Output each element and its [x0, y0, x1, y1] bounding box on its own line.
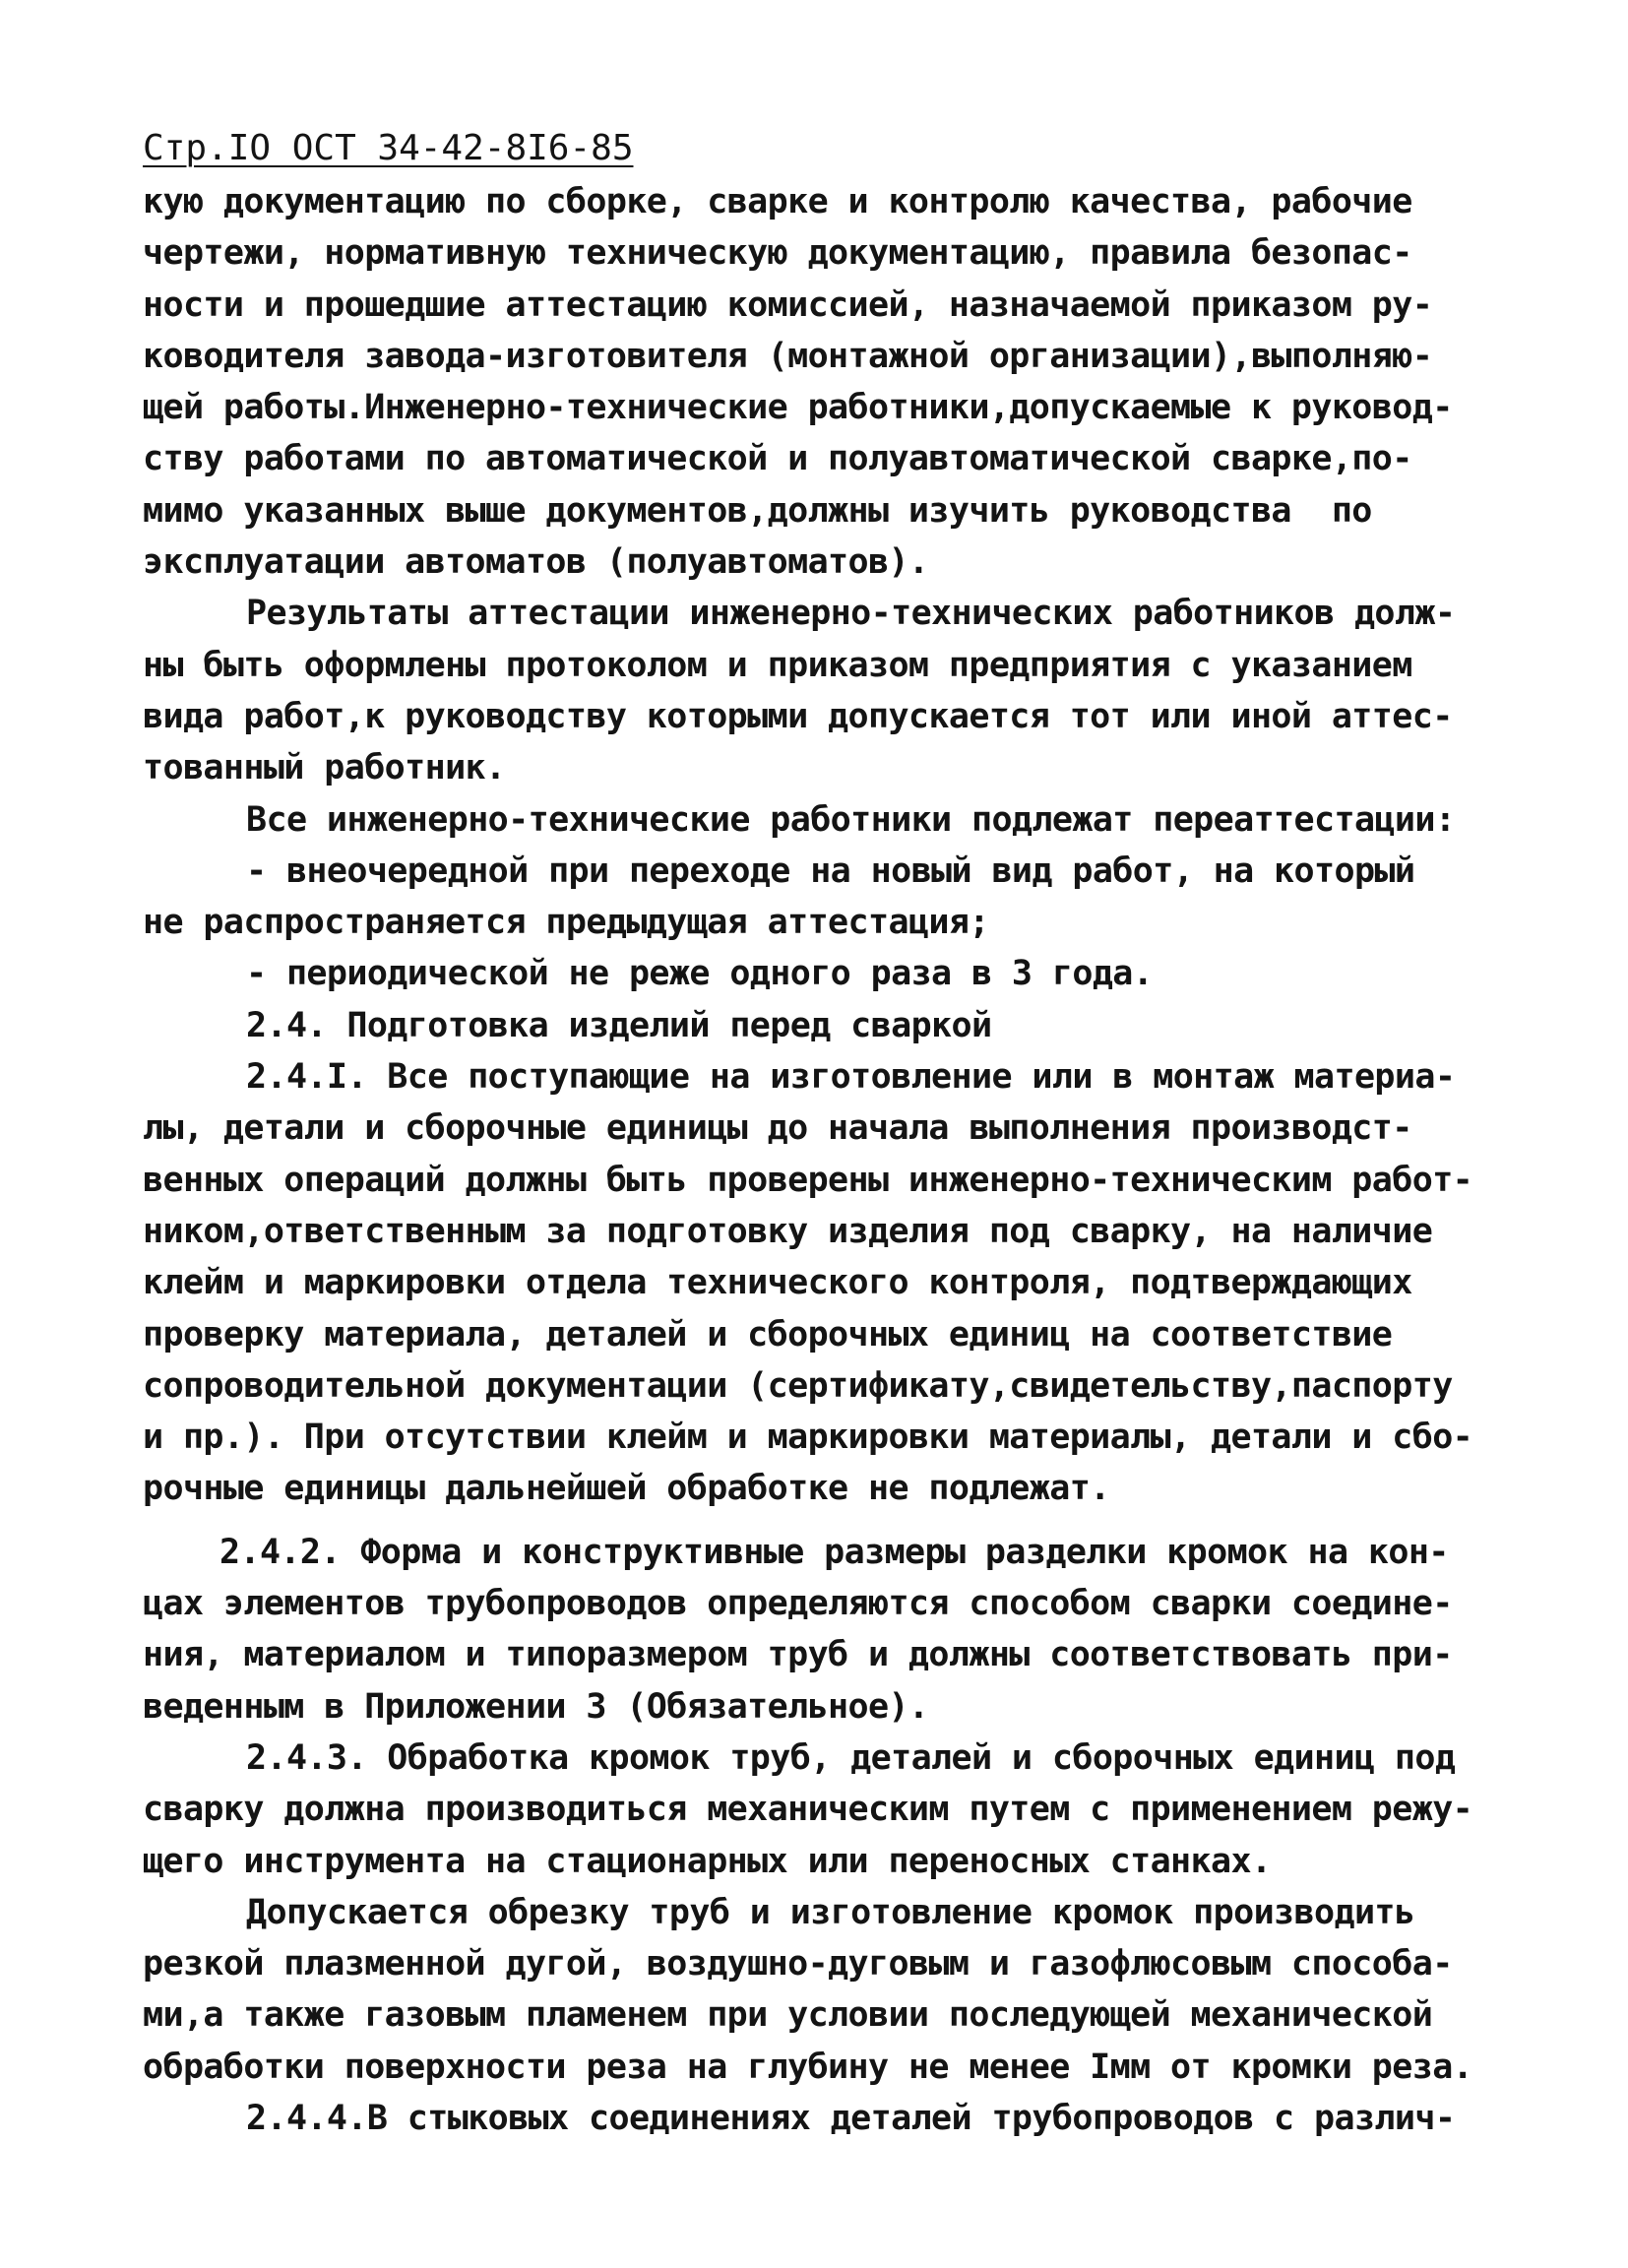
list-item: - периодической не реже одного раза в 3 года.: [246, 954, 1154, 994]
text-line: ководителя завода-изготовителя (монтажной организации),выполняю-: [143, 336, 1433, 376]
text-line: цах элементов трубопроводов определяются способом сварки соедине-: [143, 1584, 1453, 1624]
text-line: щей работы.Инженерно-технические работники,допускаемые к руковод-: [143, 388, 1453, 428]
clause-2-4-1: [143, 1051, 1501, 1515]
paragraph-attestation-results: [143, 588, 1501, 793]
clause-2-4-4: [143, 2093, 1501, 2144]
text-line: 2.4.4.В стыковых соединениях деталей трубопроводов с различ-: [246, 2098, 1456, 2138]
paragraph-personnel-docs: [143, 176, 1501, 588]
text-line: Результаты аттестации инженерно-технических работников долж-: [246, 594, 1456, 634]
text-line: рочные единицы дальнейшей обработке не подлежат.: [143, 1469, 1110, 1509]
text-line: клейм и маркировки отдела технического контроля, подтверждающих: [143, 1263, 1412, 1303]
text-line: ми,а также газовым пламенем при условии последующей механической: [143, 1995, 1433, 2036]
text-line: 2.4.3. Обработка кромок труб, деталей и сборочных единиц под: [246, 1737, 1456, 1778]
text-line: не распространяется предыдущая аттестация;: [143, 903, 989, 943]
clause-2-4-2: [143, 1527, 1501, 1732]
text-line: проверку материала, деталей и сборочных единиц на соответствие: [143, 1314, 1393, 1354]
text-line: сопроводительной документации (сертификату,свидетельству,паспорту: [143, 1365, 1453, 1406]
paragraph-cutting-methods: [143, 1887, 1501, 2093]
text-line: резкой плазменной дугой, воздушно-дуговым и газофлюсовым способа-: [143, 1944, 1453, 1984]
paragraph-reattestation: [143, 794, 1501, 1000]
text-line: Допускается обрезку труб и изготовление кромок производить: [246, 1892, 1415, 1932]
text-line: лы, детали и сборочные единицы до начала выполнения производст-: [143, 1108, 1412, 1149]
text-line: кую документацию по сборке, сварке и контролю качества, рабочие: [143, 182, 1412, 221]
text-line: эксплуатации автоматов (полуавтоматов).: [143, 542, 929, 583]
text-line: вида работ,к руководству которыми допускается тот или иной аттес-: [143, 696, 1453, 736]
text-line: венных операций должны быть проверены инженерно-техническим работ-: [143, 1160, 1473, 1200]
text-line: ником,ответственным за подготовку изделия под сварку, на наличие: [143, 1211, 1433, 1251]
text-line: ния, материалом и типоразмером труб и должны соответствовать при-: [143, 1635, 1453, 1675]
text-line: 2.4.2. Форма и конструктивные размеры разделки кромок на кон-: [219, 1532, 1449, 1572]
text-line: чертежи, нормативную техническую документацию, правила безопас-: [143, 233, 1412, 274]
page-header: Стр.IO ОСТ 34-42-8I6-85: [143, 128, 634, 168]
text-line: щего инструмента на стационарных или переносных станках.: [143, 1841, 1272, 1881]
list-item: - внеочередной при переходе на новый вид работ, на который: [246, 850, 1415, 891]
paragraph-gap: [143, 1515, 1501, 1527]
text-line: мимо указанных выше документов,должны изучить руководства по: [143, 490, 1372, 531]
text-line: ны быть оформлены протоколом и приказом предприятия с указанием: [143, 645, 1412, 685]
text-line: обработки поверхности реза на глубину не менее Iмм от кромки реза.: [143, 2047, 1473, 2087]
text-line: ству работами по автоматической и полуавтоматической сварке,по-: [143, 439, 1412, 479]
text-line: 2.4.I. Все поступающие на изготовление или в монтаж материа-: [246, 1057, 1456, 1098]
text-line: ности и прошедшие аттестацию комиссией, назначаемой приказом ру-: [143, 284, 1433, 325]
text-line: сварку должна производиться механическим путем с применением режу-: [143, 1790, 1473, 1830]
text-line: веденным в Приложении 3 (Обязательное).: [143, 1686, 929, 1727]
text-line: тованный работник.: [143, 748, 506, 788]
clause-2-4-3: [143, 1732, 1501, 1887]
text-line: Все инженерно-технические работники подлежат переаттестации:: [246, 799, 1456, 840]
text-line: и пр.). При отсутствии клейм и маркировки материалы, детали и сбо-: [143, 1418, 1473, 1458]
document-page: [143, 123, 1501, 2144]
section-heading: 2.4. Подготовка изделий перед сваркой: [246, 1005, 992, 1045]
